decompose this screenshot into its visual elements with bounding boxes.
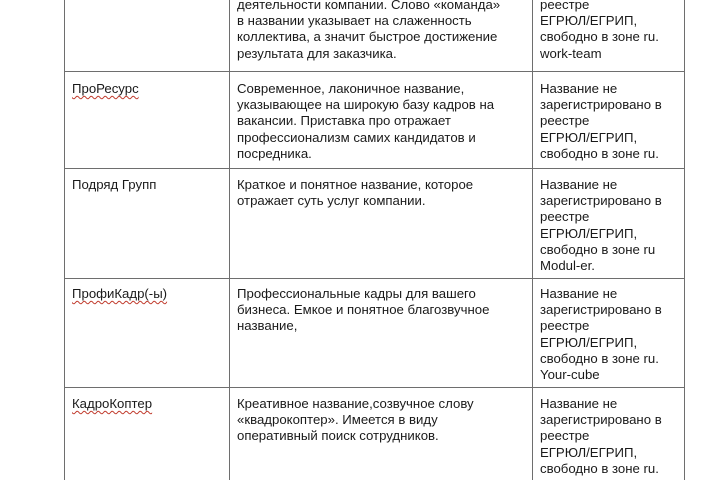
description-line: посредника. — [237, 145, 312, 161]
row-separator — [64, 71, 685, 72]
description-line: результата для заказчика. — [237, 45, 397, 61]
company-name: КадроКоптер — [72, 396, 153, 411]
status-line: зарегистрировано в — [540, 302, 662, 318]
description-line: в названии указывает на слаженность — [237, 13, 472, 29]
status-line: свободно в зоне ru. — [540, 29, 659, 45]
description-line: «квадрокоптер». Имеется в виду — [237, 412, 438, 428]
table-border-left — [64, 0, 65, 480]
status-line: ЕГРЮЛ/ЕГРИП, — [540, 444, 638, 460]
table-row — [237, 0, 500, 62]
status-line: Название не — [540, 286, 618, 301]
company-name: ПрофиКадр(-ы) — [72, 286, 168, 301]
status-line: ЕГРЮЛ/ЕГРИП, — [540, 129, 638, 145]
status-line: реестре — [540, 318, 590, 334]
description-line: вакансии. Приставка про отражает — [237, 113, 451, 129]
status-line: ЕГРЮЛ/ЕГРИП, — [540, 334, 638, 350]
description-line: отражает суть услуг компании. — [237, 193, 426, 209]
status-line: свободно в зоне ru. — [540, 460, 659, 476]
description-line: коллектива, а значит быстрое достижение — [237, 29, 498, 45]
table-border-right — [684, 0, 685, 480]
status-cell — [540, 81, 662, 162]
status-line: зарегистрировано в — [540, 412, 662, 428]
status-line: зарегистрировано в — [540, 193, 662, 209]
status-line: Название не — [540, 396, 618, 411]
status-line: реестре — [540, 113, 590, 129]
status-line: Название не — [540, 81, 618, 96]
company-name: Подряд Групп — [72, 177, 157, 192]
description-line: оперативный поиск сотрудников. — [237, 428, 439, 444]
description-line: деятельности компании. Слово «команда» — [237, 0, 501, 12]
status-line: свободно в зоне ru. — [540, 145, 659, 161]
name-cell — [72, 396, 152, 412]
status-cell — [540, 177, 662, 274]
status-line: зарегистрировано в — [540, 97, 662, 113]
status-line: свободно в зоне ru. — [540, 350, 659, 366]
status-cell — [540, 396, 662, 477]
description-cell — [237, 286, 489, 335]
status-line: свободно в зоне ru — [540, 241, 656, 257]
description-cell — [237, 177, 473, 209]
row-separator — [64, 168, 685, 169]
description-cell — [237, 396, 474, 445]
status-line: реестре — [540, 209, 590, 225]
table-border-col2 — [532, 0, 533, 480]
status-cell — [540, 0, 659, 62]
description-line: бизнеса. Емкое и понятное благозвучное — [237, 302, 490, 318]
description-line: указывающее на широкую базу кадров на — [237, 97, 495, 113]
status-line: реестре — [540, 0, 590, 12]
name-cell — [72, 286, 167, 302]
description-line: название, — [237, 318, 298, 334]
status-line: Your-cube — [540, 366, 600, 382]
name-cell — [72, 81, 139, 97]
status-cell — [540, 286, 662, 383]
status-line: work-team — [540, 45, 602, 61]
row-separator — [64, 278, 685, 279]
status-line: Modul-er. — [540, 257, 595, 273]
description-line: профессионализм самих кандидатов и — [237, 129, 476, 145]
status-line: ЕГРЮЛ/ЕГРИП, — [540, 225, 638, 241]
status-line: реестре — [540, 428, 590, 444]
description-line: Креативное название,созвучное слову — [237, 396, 474, 411]
company-name: ПроРесурс — [72, 81, 139, 96]
table-border-col1 — [229, 0, 230, 480]
description-cell — [237, 81, 494, 162]
description-line: Краткое и понятное название, которое — [237, 177, 474, 192]
description-line: Профессиональные кадры для вашего — [237, 286, 476, 301]
status-line: Название не — [540, 177, 618, 192]
row-separator — [64, 387, 685, 388]
status-line: ЕГРЮЛ/ЕГРИП, — [540, 13, 638, 29]
description-line: Современное, лаконичное название, — [237, 81, 465, 96]
name-cell — [72, 177, 156, 193]
